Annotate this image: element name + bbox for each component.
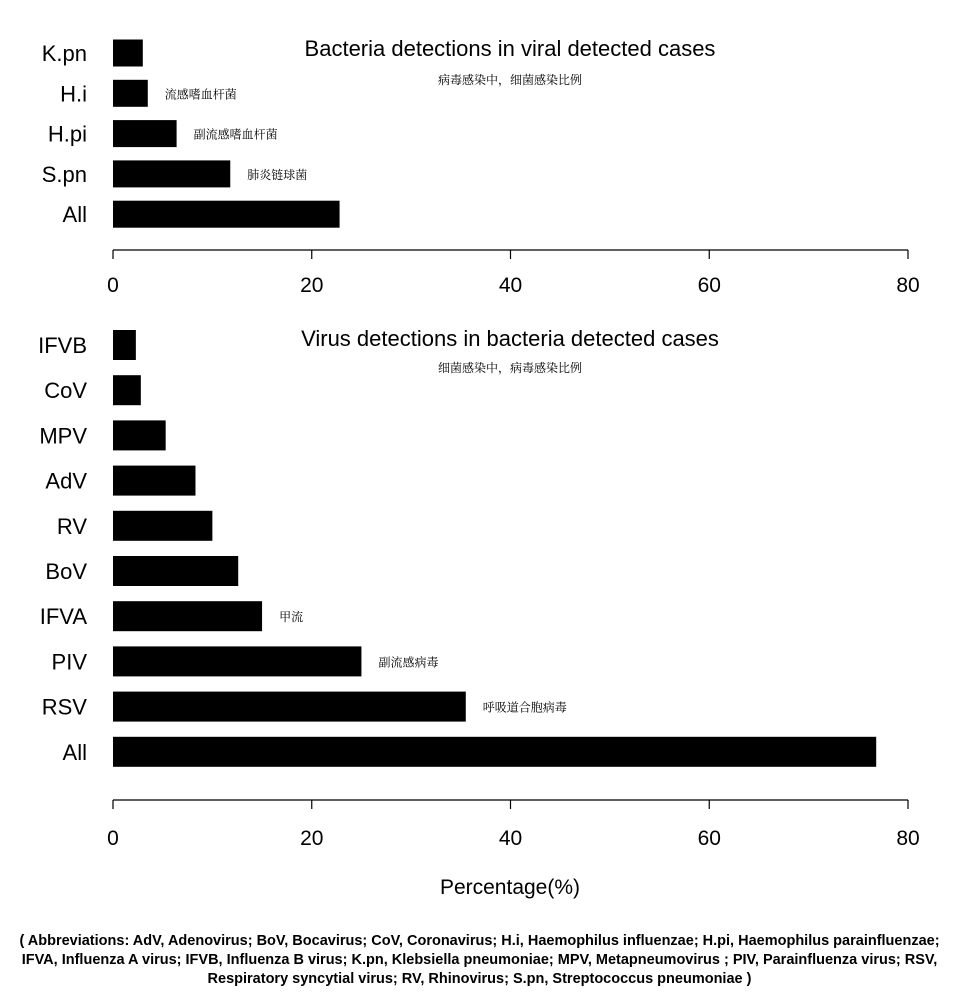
panel1-bar-annotation: 肺炎链球菌 [247, 167, 308, 182]
panel2-category-label: RSV [41, 694, 87, 720]
panel1-bar-all [113, 201, 340, 228]
panel1-bar-kpn [113, 40, 143, 67]
panel1-category-label: S.pn [41, 161, 87, 187]
panel1-category-label: H.pi [47, 121, 87, 147]
panel2-bar-ifvb [113, 330, 136, 360]
abbreviations-footnote: ( Abbreviations: AdV, Adenovirus; BoV, Bocavirus; CoV, Coronavirus; H.i, Haemophilus influenzae; H.pi, Haemophilus parainfluenzae; IFVA, Influenza A virus; IFVB, Influenza B virus; K.pn, Klebsiella pneumoniae; MPV, Metapneumovirus ; PIV, Parainfluenza virus; RSV, Respiratory syncytial virus; RV, Rhinovirus; S.pn, Streptococcus pneumoniae ) [19, 933, 940, 987]
panel1-x-tick-label: 40 [498, 274, 523, 297]
panel1-x-tick-label: 60 [697, 274, 721, 297]
panel2-x-tick-label: 20 [300, 827, 324, 850]
panel2-chart-title: Virus detections in bacteria detected cases [301, 326, 719, 351]
panel2-chart-subtitle: 细菌感染中，病毒感染比例 [437, 361, 583, 375]
panel2-category-label: MPV [39, 423, 87, 449]
panel1-chart-title: Bacteria detections in viral detected cases [304, 36, 716, 61]
panel2-category-label: IFVB [38, 333, 87, 358]
panel2-x-tick-label: 80 [896, 827, 920, 850]
panel1-category-label: H.i [60, 81, 87, 107]
panel2-x-tick-label: 0 [107, 827, 119, 850]
panel2-bar-bov [113, 556, 238, 586]
panel1-bar-hi [113, 80, 148, 107]
panel2-bar-mpv [113, 420, 166, 450]
panel1-x-tick-label: 80 [896, 274, 920, 297]
panel2-x-tick-label: 40 [498, 827, 523, 850]
panel1-category-label: All [62, 202, 87, 228]
panel2-category-label: BoV [45, 559, 87, 584]
panel1-category-label: K.pn [41, 41, 87, 66]
panel2-bar-annotation: 呼吸道合胞病毒 [482, 700, 567, 715]
panel2-bar-all [113, 737, 876, 767]
panel1-bar-annotation: 流感嗜血杆菌 [164, 87, 237, 102]
panel2-x-tick-label: 60 [697, 827, 721, 850]
panel2-bar-cov [113, 375, 141, 405]
panel2-category-label: IFVA [39, 604, 87, 630]
panel2-bar-annotation: 副流感病毒 [378, 655, 439, 670]
panel2-category-label: AdV [45, 468, 87, 494]
panel1-bar-spn [113, 160, 230, 187]
panel2-bar-annotation: 甲流 [279, 610, 304, 625]
panel2-category-label: All [62, 739, 87, 765]
panel2-category-label: CoV [44, 378, 87, 404]
panel2-bar-ifva [113, 601, 262, 631]
panel1-bar-annotation: 副流感嗜血杆菌 [193, 127, 278, 142]
panel2-category-label: PIV [51, 649, 87, 675]
panel2-category-label: RV [56, 513, 87, 539]
panel1-bar-hpi [113, 120, 177, 147]
panel1-chart-subtitle: 病毒感染中，细菌感染比例 [437, 73, 583, 87]
panel2-bar-rv [113, 511, 212, 541]
panel2-bar-rsv [113, 692, 466, 722]
panel2-bar-piv [113, 646, 361, 676]
panel2-bar-adv [113, 466, 195, 496]
panel2-x-axis-label: Percentage(%) [439, 876, 581, 899]
panel1-x-tick-label: 0 [107, 274, 119, 297]
panel1-x-tick-label: 20 [300, 274, 324, 297]
